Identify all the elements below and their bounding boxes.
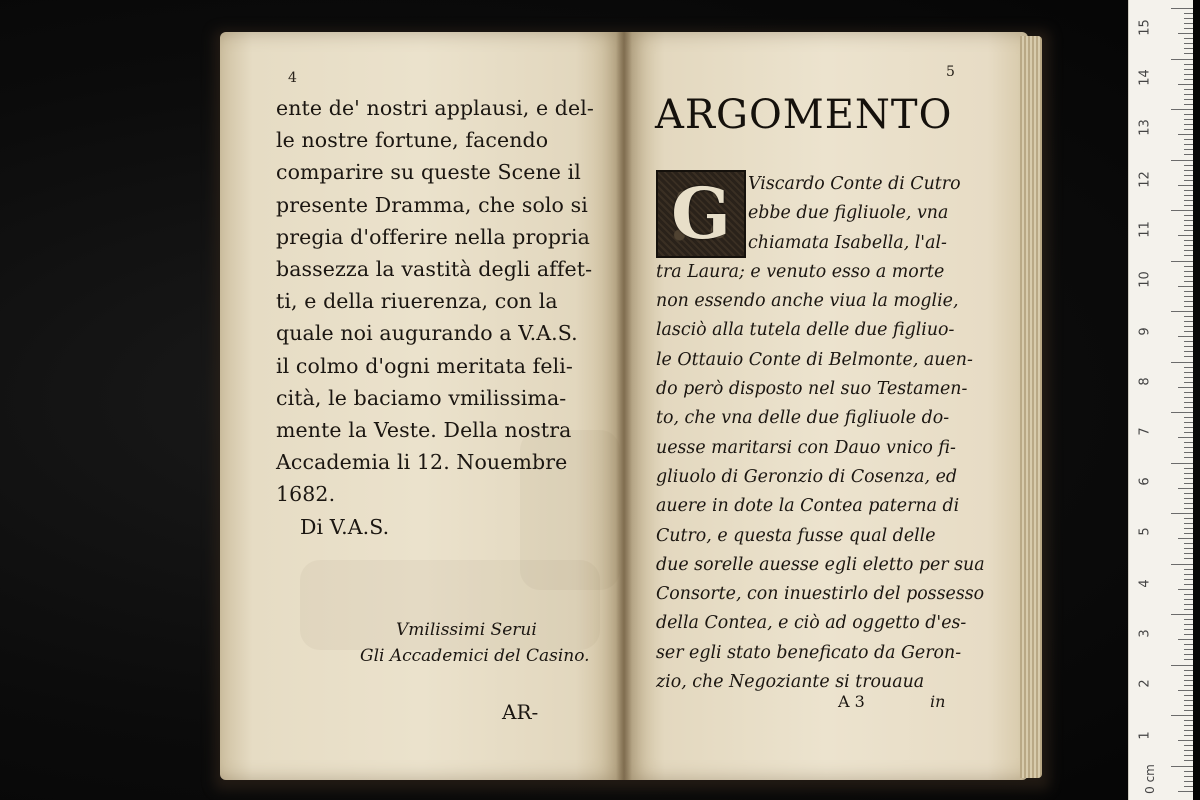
ruler-tick — [1184, 776, 1193, 777]
text-line: due sorelle auesse egli eletto per sua — [656, 554, 985, 575]
ruler-tick — [1184, 291, 1193, 292]
left-page-text — [276, 92, 596, 543]
ruler-tick — [1171, 362, 1193, 363]
text-line: ser egli stato beneficato da Geron- — [656, 642, 962, 663]
ruler-tick — [1184, 720, 1193, 721]
ruler-tick — [1184, 508, 1193, 509]
ruler-tick — [1178, 336, 1193, 337]
ruler-tick — [1178, 791, 1193, 792]
ruler-tick — [1184, 619, 1193, 620]
ruler-tick — [1184, 634, 1193, 635]
ruler-tick — [1184, 215, 1193, 216]
ruler-tick — [1184, 584, 1193, 585]
ruler-tick — [1184, 553, 1193, 554]
ruler-tick — [1184, 250, 1193, 251]
ruler-tick — [1184, 755, 1193, 756]
ruler-tick — [1184, 579, 1193, 580]
ruler-tick — [1184, 548, 1193, 549]
ruler-tick — [1184, 255, 1193, 256]
right-catchword: in — [930, 692, 946, 711]
text-line: 1682. — [276, 482, 336, 507]
ruler-tick — [1178, 185, 1193, 186]
ruler-tick — [1184, 79, 1193, 80]
ruler-tick — [1184, 351, 1193, 352]
ruler-tick — [1184, 326, 1193, 327]
ruler-tick — [1184, 114, 1193, 115]
ruler-tick — [1184, 493, 1193, 494]
ruler-tick — [1184, 316, 1193, 317]
ruler-tick — [1184, 372, 1193, 373]
ruler-number: 14 — [1137, 69, 1153, 86]
ruler-tick — [1184, 604, 1193, 605]
ruler-number: 5 — [1137, 527, 1153, 536]
right-page-number: 5 — [946, 64, 955, 80]
measuring-ruler — [1128, 0, 1193, 800]
ruler-tick — [1184, 695, 1193, 696]
ruler-tick — [1171, 8, 1193, 9]
ruler-tick — [1184, 700, 1193, 701]
ruler-tick — [1184, 124, 1193, 125]
ruler-tick — [1178, 488, 1193, 489]
ruler-tick — [1184, 165, 1193, 166]
ruler-tick — [1184, 271, 1193, 272]
ruler-tick — [1184, 670, 1193, 671]
ruler-tick — [1184, 498, 1193, 499]
text-line: Viscardo Conte di Cutro — [748, 174, 961, 194]
ruler-tick — [1184, 28, 1193, 29]
text-line: le Ottauio Conte di Belmonte, auen- — [656, 349, 973, 370]
ruler-tick — [1184, 710, 1193, 711]
left-catchword: AR- — [502, 700, 539, 724]
signature-mark: A 3 — [838, 692, 865, 711]
ruler-tick — [1184, 48, 1193, 49]
ruler-tick — [1184, 382, 1193, 383]
ruler-tick — [1178, 740, 1193, 741]
text-line: uesse maritarsi con Dauo vnico fi- — [656, 437, 956, 458]
ruler-tick — [1184, 266, 1193, 267]
ruler-tick — [1184, 528, 1193, 529]
text-line: gliuolo di Geronzio di Cosenza, ed — [656, 466, 958, 487]
ruler-tick — [1178, 639, 1193, 640]
text-line: auere in dote la Contea paterna di — [656, 496, 960, 517]
ruler-tick — [1171, 59, 1193, 60]
ruler-tick — [1184, 442, 1193, 443]
ruler-number: 13 — [1137, 119, 1153, 136]
ruler-tick — [1178, 690, 1193, 691]
ruler-tick — [1171, 463, 1193, 464]
ruler-tick — [1184, 356, 1193, 357]
text-line: quale noi augurando a V.A.S. — [276, 321, 578, 346]
ruler-tick — [1178, 33, 1193, 34]
ruler-tick — [1184, 89, 1193, 90]
ruler-tick — [1184, 523, 1193, 524]
ruler-tick — [1184, 367, 1193, 368]
text-line-dedication: Di V.A.S. — [300, 514, 390, 539]
ruler-tick — [1184, 175, 1193, 176]
ruler-tick — [1184, 609, 1193, 610]
ruler-tick — [1184, 306, 1193, 307]
ruler-tick — [1178, 134, 1193, 135]
ruler-tick — [1184, 745, 1193, 746]
text-line: Cutro, e questa fusse qual delle — [656, 525, 936, 546]
ruler-tick — [1178, 235, 1193, 236]
ruler-tick — [1184, 771, 1193, 772]
ruler-tick — [1178, 538, 1193, 539]
ruler-tick — [1184, 240, 1193, 241]
ruler-tick — [1184, 417, 1193, 418]
text-line: Consorte, con inuestirlo del possesso — [656, 584, 985, 605]
ruler-tick — [1184, 69, 1193, 70]
text-line: to, che vna delle due figliuole do- — [656, 408, 950, 429]
ruler-tick — [1184, 659, 1193, 660]
ruler-tick — [1171, 412, 1193, 413]
ruler-tick — [1184, 301, 1193, 302]
ruler-number: 1 — [1137, 731, 1153, 740]
ruler-tick — [1184, 473, 1193, 474]
ruler-tick — [1184, 478, 1193, 479]
ruler-tick — [1184, 99, 1193, 100]
ruler-tick — [1184, 195, 1193, 196]
ruler-tick — [1184, 685, 1193, 686]
ruler-number: 8 — [1137, 377, 1153, 386]
ruler-tick — [1184, 533, 1193, 534]
ruler-tick — [1184, 594, 1193, 595]
text-line: il colmo d'ogni meritata feli- — [276, 353, 573, 378]
page-edges — [1020, 36, 1042, 778]
ruler-tick — [1184, 230, 1193, 231]
ruler-tick — [1171, 665, 1193, 666]
ruler-number: 11 — [1137, 221, 1153, 238]
ruler-tick — [1184, 629, 1193, 630]
ruler-tick — [1184, 422, 1193, 423]
ruler-tick — [1184, 139, 1193, 140]
text-line: chiamata Isabella, l'al- — [748, 232, 947, 253]
ruler-tick — [1184, 154, 1193, 155]
ruler-tick — [1178, 437, 1193, 438]
text-line: ente de' nostri applausi, e del- — [276, 96, 594, 120]
ruler-tick — [1184, 483, 1193, 484]
signature-line-2: Gli Accademici del Casino. — [360, 646, 590, 666]
ruler-tick — [1184, 104, 1193, 105]
ruler-tick — [1184, 407, 1193, 408]
ruler-tick — [1184, 599, 1193, 600]
ruler-tick — [1184, 644, 1193, 645]
ruler-tick — [1184, 331, 1193, 332]
ruler-tick — [1184, 760, 1193, 761]
ruler-tick — [1184, 180, 1193, 181]
ruler-tick — [1184, 43, 1193, 44]
ruler-tick — [1184, 750, 1193, 751]
ruler-tick — [1184, 725, 1193, 726]
text-line: cità, le baciamo vmilissima- — [276, 385, 567, 410]
ruler-tick — [1184, 296, 1193, 297]
text-line: do però disposto nel suo Testamen- — [656, 379, 968, 400]
section-title: ARGOMENTO — [655, 92, 953, 138]
text-line: mente la Veste. Della nostra — [276, 418, 572, 443]
ruler-tick — [1184, 94, 1193, 95]
ruler-tick — [1184, 654, 1193, 655]
ruler-tick — [1184, 705, 1193, 706]
ruler-tick — [1184, 786, 1193, 787]
text-line: bassezza la vastità degli affet- — [276, 257, 593, 282]
ruler-unit: 0 cm — [1142, 764, 1157, 794]
ruler-tick — [1171, 261, 1193, 262]
ruler-tick — [1184, 276, 1193, 277]
ruler-tick — [1184, 119, 1193, 120]
ruler-tick — [1184, 503, 1193, 504]
text-line: Accademia li 12. Nouembre — [276, 450, 568, 475]
ruler-tick — [1184, 649, 1193, 650]
ruler-tick — [1184, 518, 1193, 519]
ruler-tick — [1184, 200, 1193, 201]
text-line: zio, che Negoziante si trouaua — [656, 672, 925, 693]
ruler-tick — [1184, 205, 1193, 206]
ruler-tick — [1171, 715, 1193, 716]
ruler-tick — [1184, 377, 1193, 378]
ruler-tick — [1184, 190, 1193, 191]
text-line: lasciò alla tutela delle due figliuo- — [656, 320, 955, 341]
ruler-tick — [1184, 341, 1193, 342]
ruler-tick — [1184, 543, 1193, 544]
ruler-tick — [1171, 564, 1193, 565]
ruler-tick — [1184, 38, 1193, 39]
ruler-tick — [1184, 402, 1193, 403]
ruler-tick — [1184, 53, 1193, 54]
ruler-tick — [1184, 23, 1193, 24]
ruler-tick — [1184, 624, 1193, 625]
right-page-text — [656, 170, 985, 697]
ruler-tick — [1184, 680, 1193, 681]
ruler-number: 10 — [1137, 271, 1153, 288]
ruler-number: 6 — [1137, 477, 1153, 486]
ruler-tick — [1171, 614, 1193, 615]
ruler-number: 4 — [1137, 579, 1153, 588]
ruler-tick — [1184, 13, 1193, 14]
ruler-tick — [1184, 346, 1193, 347]
signature-line-1: Vmilissimi Serui — [396, 620, 537, 640]
text-line: non essendo anche viua la moglie, — [656, 291, 959, 312]
text-line: ebbe due figliuole, vna — [748, 203, 949, 224]
ruler-tick — [1184, 558, 1193, 559]
text-line: le nostre fortune, facendo — [276, 128, 549, 153]
text-line: tra Laura; e venuto esso a morte — [656, 261, 945, 282]
ruler-tick — [1184, 452, 1193, 453]
ruler-tick — [1171, 160, 1193, 161]
text-line: della Contea, e ciò ad oggetto d'es- — [656, 613, 967, 634]
ruler-tick — [1178, 84, 1193, 85]
ruler-tick — [1184, 149, 1193, 150]
ruler-tick — [1184, 675, 1193, 676]
ruler-tick — [1184, 144, 1193, 145]
initial-letter: G — [671, 172, 731, 255]
ruler-tick — [1178, 589, 1193, 590]
ruler-tick — [1184, 64, 1193, 65]
ruler-tick — [1184, 245, 1193, 246]
left-page-number: 4 — [288, 70, 297, 86]
ruler-tick — [1184, 18, 1193, 19]
ruler-tick — [1184, 321, 1193, 322]
ruler-tick — [1184, 457, 1193, 458]
ruler-tick — [1184, 74, 1193, 75]
ruler-tick — [1184, 397, 1193, 398]
ruler-tick — [1184, 447, 1193, 448]
ruler-tick — [1171, 311, 1193, 312]
ruler-tick — [1184, 730, 1193, 731]
ruler-tick — [1184, 468, 1193, 469]
ruler-tick — [1184, 574, 1193, 575]
ruler-number: 12 — [1137, 171, 1153, 188]
ruler-tick — [1184, 569, 1193, 570]
ruler-tick — [1184, 129, 1193, 130]
ruler-tick — [1171, 766, 1193, 767]
ruler-number: 7 — [1137, 427, 1153, 436]
book-gutter — [616, 32, 632, 780]
ruler-tick — [1178, 286, 1193, 287]
ruler-tick — [1184, 432, 1193, 433]
text-line: ti, e della riuerenza, con la — [276, 289, 558, 314]
ruler-number: 9 — [1137, 327, 1153, 336]
text-line: pregia d'offerire nella propria — [276, 224, 590, 249]
ruler-tick — [1184, 220, 1193, 221]
ruler-tick — [1184, 281, 1193, 282]
text-line: presente Dramma, che solo si — [276, 192, 588, 217]
ruler-tick — [1184, 392, 1193, 393]
ruler-tick — [1184, 735, 1193, 736]
ruler-tick — [1184, 781, 1193, 782]
ruler-tick — [1178, 387, 1193, 388]
text-line: comparire su queste Scene il — [276, 160, 581, 185]
ruler-tick — [1171, 513, 1193, 514]
ruler-number: 15 — [1137, 19, 1153, 36]
ruler-tick — [1184, 427, 1193, 428]
ruler-tick — [1184, 225, 1193, 226]
ruler-number: 3 — [1137, 629, 1153, 638]
ruler-tick — [1171, 210, 1193, 211]
ruler-number: 2 — [1137, 679, 1153, 688]
ruler-tick — [1184, 170, 1193, 171]
ruler-tick — [1171, 109, 1193, 110]
